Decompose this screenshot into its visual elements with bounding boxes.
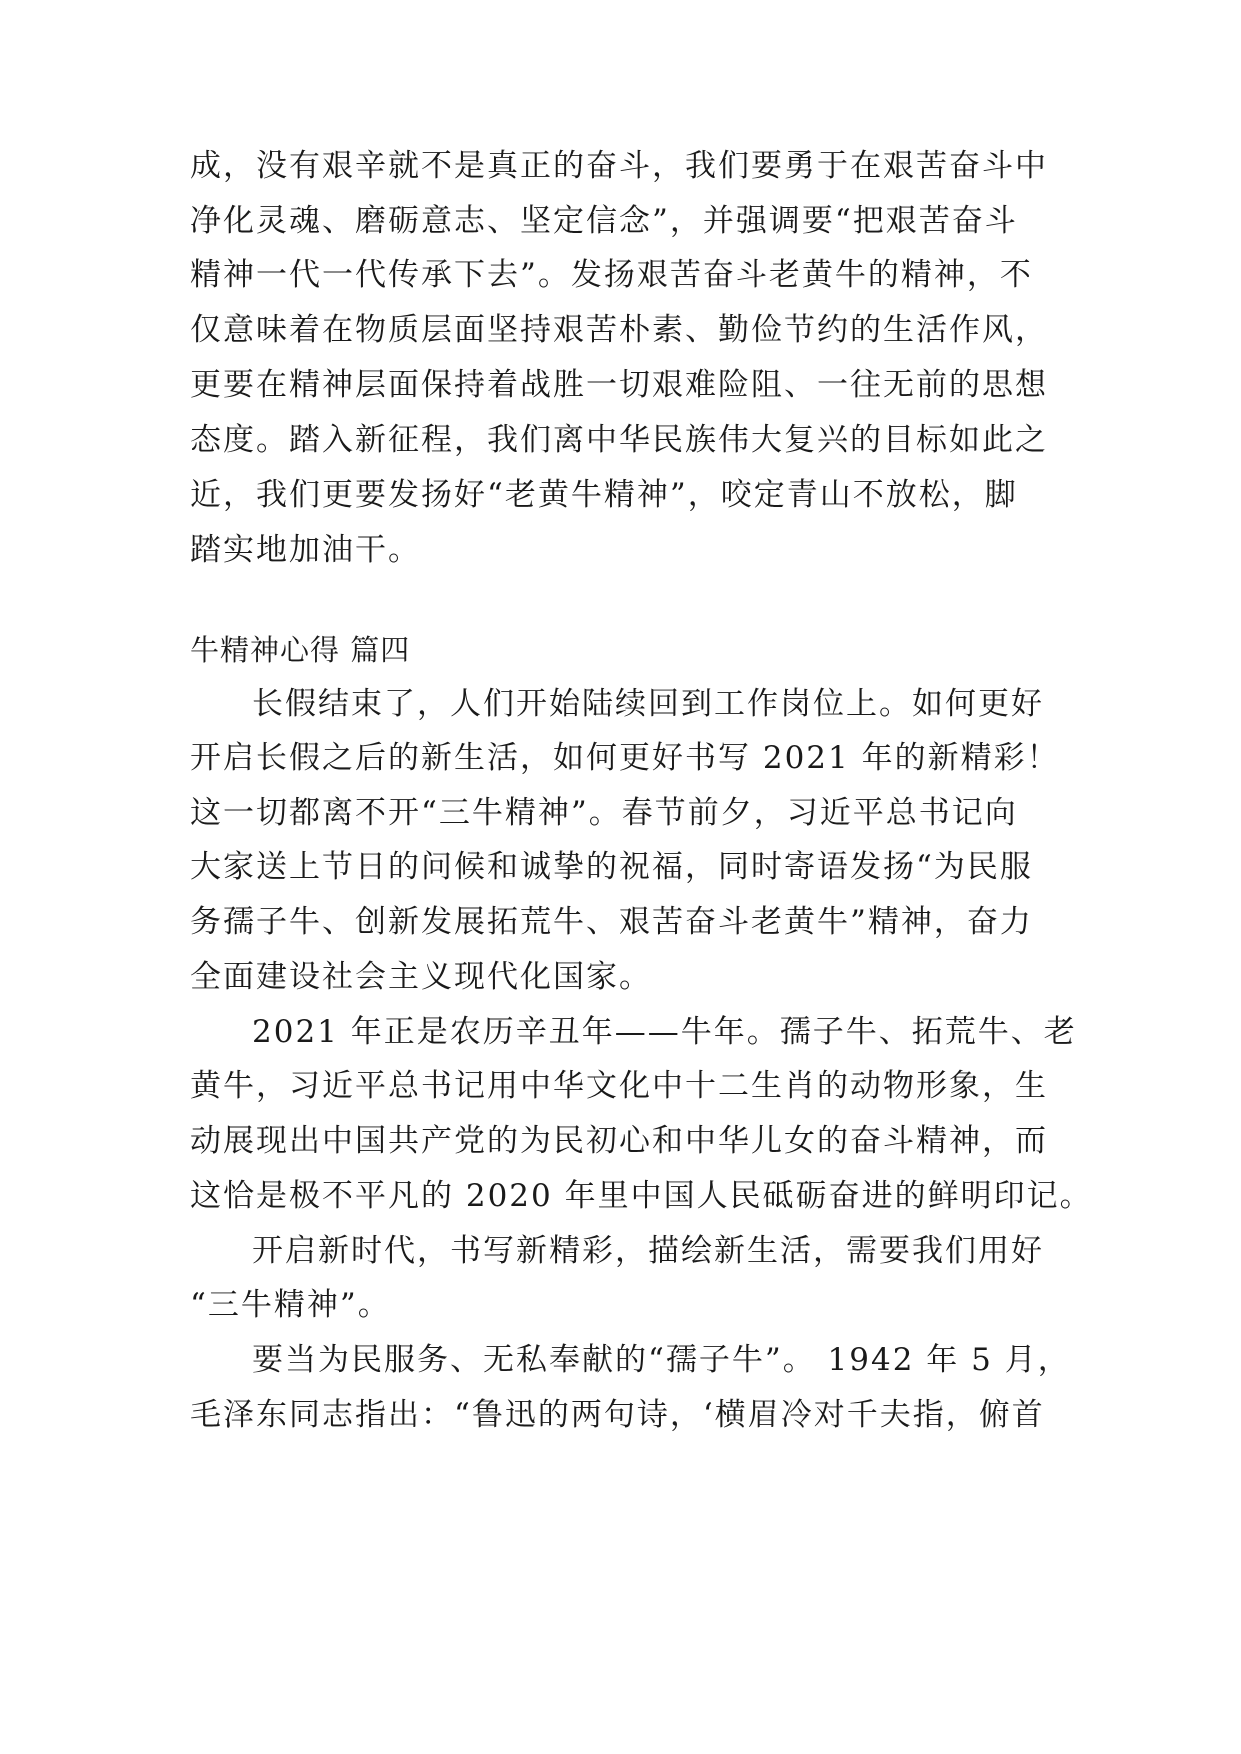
text-line: 务孺子牛、创新发展拓荒牛、艰苦奋斗老黄牛”精神，奋力	[190, 904, 1033, 940]
text-line: 仅意味着在物质层面坚持艰苦朴素、勤俭节约的生活作风，	[190, 312, 1048, 348]
text-line: 要当为民服务、无私奉献的“孺子牛”。 1942 年 5 月，	[252, 1342, 1071, 1378]
text-line: 更要在精神层面保持着战胜一切艰难险阻、一往无前的思想	[190, 367, 1048, 403]
text-line: 毛泽东同志指出：“鲁迅的两句诗，‘横眉冷对千夫指，俯首	[190, 1397, 1045, 1433]
text-line: 踏实地加油干。	[190, 532, 421, 568]
text-line: 全面建设社会主义现代化国家。	[190, 959, 652, 995]
text-line: 开启长假之后的新生活，如何更好书写 2021 年的新精彩！	[190, 740, 1060, 776]
text-line: 这恰是极不平凡的 2020 年里中国人民砥砺奋进的鲜明印记。	[190, 1178, 1093, 1214]
text-line: 近，我们更要发扬好“老黄牛精神”，咬定青山不放松，脚	[190, 477, 1018, 513]
text-line: 长假结束了，人们开始陆续回到工作岗位上。如何更好	[252, 686, 1044, 722]
text-line: 2021 年正是农历辛丑年——牛年。孺子牛、拓荒牛、老	[252, 1014, 1077, 1050]
text-line: 大家送上节日的问候和诚挚的祝福，同时寄语发扬“为民服	[190, 849, 1033, 885]
text-line: “三牛精神”。	[190, 1287, 391, 1323]
text-line: 成，没有艰辛就不是真正的奋斗，我们要勇于在艰苦奋斗中	[190, 148, 1048, 184]
text-line: 开启新时代，书写新精彩，描绘新生活，需要我们用好	[252, 1233, 1044, 1269]
section-heading: 牛精神心得 篇四	[190, 633, 411, 667]
text-line: 动展现出中国共产党的为民初心和中华儿女的奋斗精神，而	[190, 1123, 1048, 1159]
text-line: 这一切都离不开“三牛精神”。春节前夕，习近平总书记向	[190, 795, 1018, 831]
text-line: 净化灵魂、磨砺意志、坚定信念”，并强调要“把艰苦奋斗	[190, 203, 1018, 239]
text-line: 黄牛，习近平总书记用中华文化中十二生肖的动物形象，生	[190, 1068, 1048, 1104]
text-line: 精神一代一代传承下去”。发扬艰苦奋斗老黄牛的精神，不	[190, 257, 1033, 293]
text-line: 态度。踏入新征程，我们离中华民族伟大复兴的目标如此之	[190, 422, 1048, 458]
